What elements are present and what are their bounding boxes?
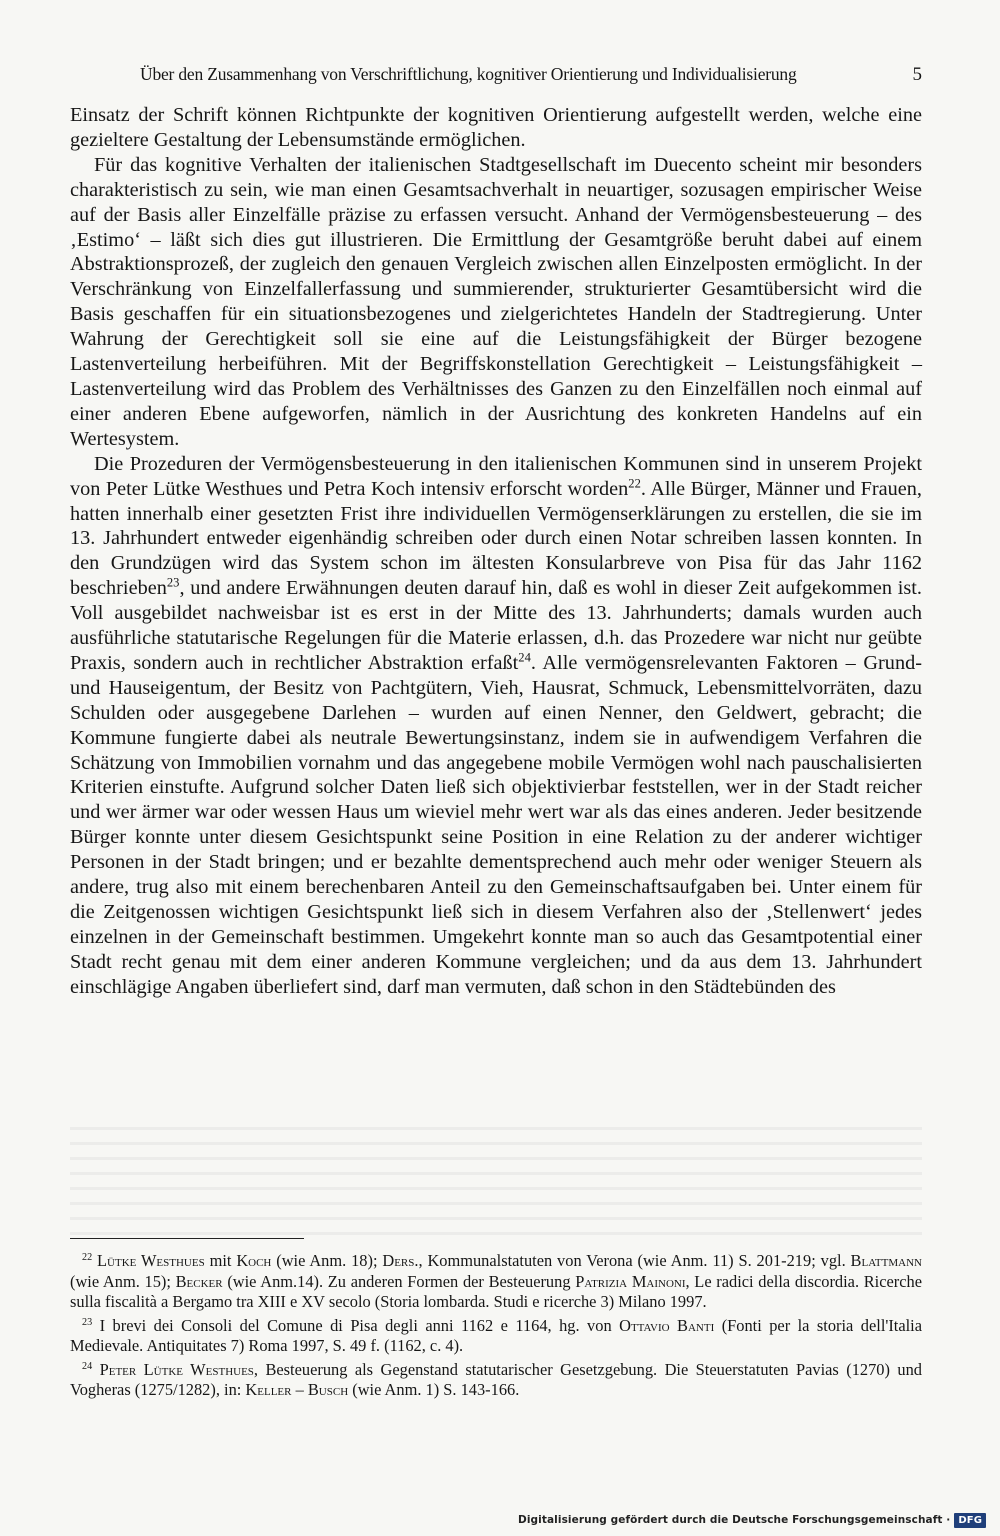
author-name: Ottavio Banti: [619, 1315, 715, 1335]
running-head: [70, 64, 922, 88]
footnote-separator: [70, 1238, 304, 1239]
paragraph-3-part-d: . Alle vermögensrelevanten Faktoren – Grund- und Hauseigentum, der Besitz von Pachtgütern, Vieh, Hausrat, Schmuck, Lebensmittelvorräten, dazu Schulden oder ausgegebene Darlehen – wurden auf einen Nenner, den Geldwert, gebracht; die Kommune fungierte dabei als neutrale Bewertungsinstanz, indem sie in aufwendigem Verfahren die Schätzung von Immobilien vornahm und das angegebene mobile Vermögen wohl nach pauschalisierten Kriterien einstufte. Aufgrund solcher Daten ließ sich objektivierbar feststellen, wer in der Stadt reicher und wer ärmer war oder wessen Haus um wieviel mehr wert war als das eines anderen. Jeder besitzende Bürger konnte unter diesem Gesichtspunkt seine Position in eine Relation zu der anderer wichtiger Personen in der Stadt bringen; und er bezahlte dementsprechend auch mehr oder weniger Steuern als andere, trug also mit einem berechenbaren Anteil zu den Gemeinschaftsaufgaben bei. Unter einem für die Zeitgenossen wichtigen Gesichtspunkt ließ sich in diesem Verfahren also der ‚Stellenwert‘ jedes einzelnen in der Gemeinschaft bestimmen. Umgekehrt konnte man so auch das Gesamtpotential einer Stadt recht genau mit dem einer anderen Kommune vergleichen; und da aus dem 13. Jahrhundert einschlägige Angaben überliefert sind, darf man vermuten, daß schon in den Städtebünden des: [70, 651, 922, 998]
footnote-text: (wie Anm. 18);: [271, 1251, 383, 1270]
running-title: Über den Zusammenhang von Verschriftlichung, kognitiver Orientierung und Individualisierung: [140, 64, 797, 84]
footnotes: [70, 1251, 922, 1404]
author-name: Keller – Busch: [245, 1380, 349, 1399]
dfg-logo-icon: DFG: [954, 1513, 986, 1528]
footnote-text: I brevi dei Consoli del Comune di Pisa degli anni 1162 e 1164, hg. von: [92, 1315, 620, 1335]
digitization-banner: [518, 1510, 986, 1530]
footnote-text: , Besteuerung als Gegenstand statutarischer Gesetzgebung. Die Steuerstatuten Pavias (1270) und Vogheras (1275/1282), in:: [70, 1359, 922, 1399]
footnote-text: (wie Anm. 15);: [70, 1271, 176, 1291]
page-number: 5: [912, 64, 922, 85]
paragraph-3-part-a: Die Prozeduren der Vermögensbesteuerung in den italienischen Kommunen sind in unserem Projekt von Peter Lütke Westhues und Petra Koch intensiv erforscht worden: [70, 452, 922, 500]
footnote-23: [70, 1316, 922, 1357]
author-name: Koch: [236, 1251, 272, 1270]
footnote-ref-23[interactable]: 23: [166, 575, 180, 590]
paragraph-1: Einsatz der Schrift können Richtpunkte der kognitiven Orientierung aufgestellt werden, welche eine gezieltere Gestaltung der Lebensumstände ermöglichen.: [70, 104, 922, 151]
footnote-24: [70, 1360, 922, 1401]
footnote-text: (wie Anm.14). Zu anderen Formen der Besteuerung: [222, 1271, 576, 1291]
author-name: Lütke Westhues: [97, 1251, 205, 1270]
footnote-number: 22: [82, 1251, 93, 1263]
paragraph-3-part-c: , und andere Erwähnungen deuten darauf hin, daß es wohl in dieser Zeit aufgekommen ist. Voll ausgebildet nachweisbar ist es erst in der Mitte des 13. Jahrhunderts; damals wurden auch ausführliche statutarische Regelungen für die Materie erlassen, d.h. das Prozedere war nicht nur geübte Praxis, sondern auch in rechtlicher Abstraktion erfaßt: [70, 577, 922, 674]
footnote-text: mit: [204, 1251, 237, 1270]
footnote-number: 24: [82, 1360, 93, 1372]
author-name: Ders.: [382, 1251, 419, 1270]
footnote-text: , Le radici della discordia. Ricerche sulla fiscalità a Bergamo tra XIII e XV secolo (Storia lombarda. Studi e ricerche 3) Milano 1997.: [70, 1271, 922, 1311]
author-name: Becker: [175, 1271, 223, 1291]
footnote-text: (Fonti per la storia dell'Italia Medievale. Antiquitates 7) Roma 1997, S. 49 f. (1162, c. 4).: [70, 1315, 922, 1355]
footnote-text: (wie Anm. 1) S. 143-166.: [348, 1380, 520, 1399]
body-text: [70, 103, 922, 1000]
paragraph-2: Für das kognitive Verhalten der italienischen Stadtgesellschaft im Duecento scheint mir besonders charakteristisch zu sein, wie man einen Gesamtsachverhalt in neuartiger, sozusagen empirischer Weise auf der Basis aller Einzelfälle präzise zu erfassen versucht. Anhand der Vermögensbesteuerung – des ‚Estimo‘ – läßt sich dies gut illustrieren. Die Ermittlung der Gesamtgröße beruht dabei auf einem Abstraktionsprozeß, der zugleich den genauen Vergleich zwischen allen Einzelposten ermöglicht. In der Verschränkung von Einzelfallerfassung und summierender, strukturierter Gesamtübersicht wird die Basis geschaffen für ein situationsbezogenes und zielgerichtetes Handeln der Stadtregierung. Unter Wahrung der Gerechtigkeit soll sie eine auf die Leistungsfähigkeit der Bürger bezogene Lastenverteilung herbeiführen. Mit der Begriffskonstellation Gerechtigkeit – Leistungsfähigkeit – Lastenverteilung wird das Problem des Verhältnisses des Ganzen zu den Einzelfällen noch einmal auf einer anderen Ebene aufgeworfen, nämlich in der Ausrichtung des konkreten Handelns auf ein Wertesystem.: [70, 153, 922, 450]
footnote-ref-24[interactable]: 24: [518, 650, 531, 665]
author-name: Blattmann: [850, 1251, 922, 1270]
banner-text: Digitalisierung gefördert durch die Deutsche Forschungsgemeinschaft ·: [518, 1514, 951, 1526]
author-name: Peter Lütke Westhues: [99, 1359, 254, 1379]
paragraph-3-part-b: . Alle Bürger, Männer und Frauen, hatten innerhalb einer gesetzten Frist ihre individuellen Vermögenserklärungen zu erstellen, die sie im 13. Jahrhundert entweder eigenhändig schreiben oder durch einen Notar schreiben lassen konnten. In den Grundzügen wird das System schon im ältesten Konsularbreve von Pisa für das Jahr 1162 beschrieben: [70, 477, 923, 600]
footnote-text: , Kommunalstatuten von Verona (wie Anm. 11) S. 201-219; vgl.: [418, 1251, 851, 1270]
footnote-number: 23: [82, 1316, 93, 1328]
footnote-ref-22[interactable]: 22: [628, 476, 641, 491]
footnote-22: [70, 1251, 922, 1313]
author-name: Patrizia Mainoni: [575, 1271, 686, 1291]
bleed-through-shadow: [70, 1115, 922, 1235]
paragraph-3: [70, 452, 922, 1000]
